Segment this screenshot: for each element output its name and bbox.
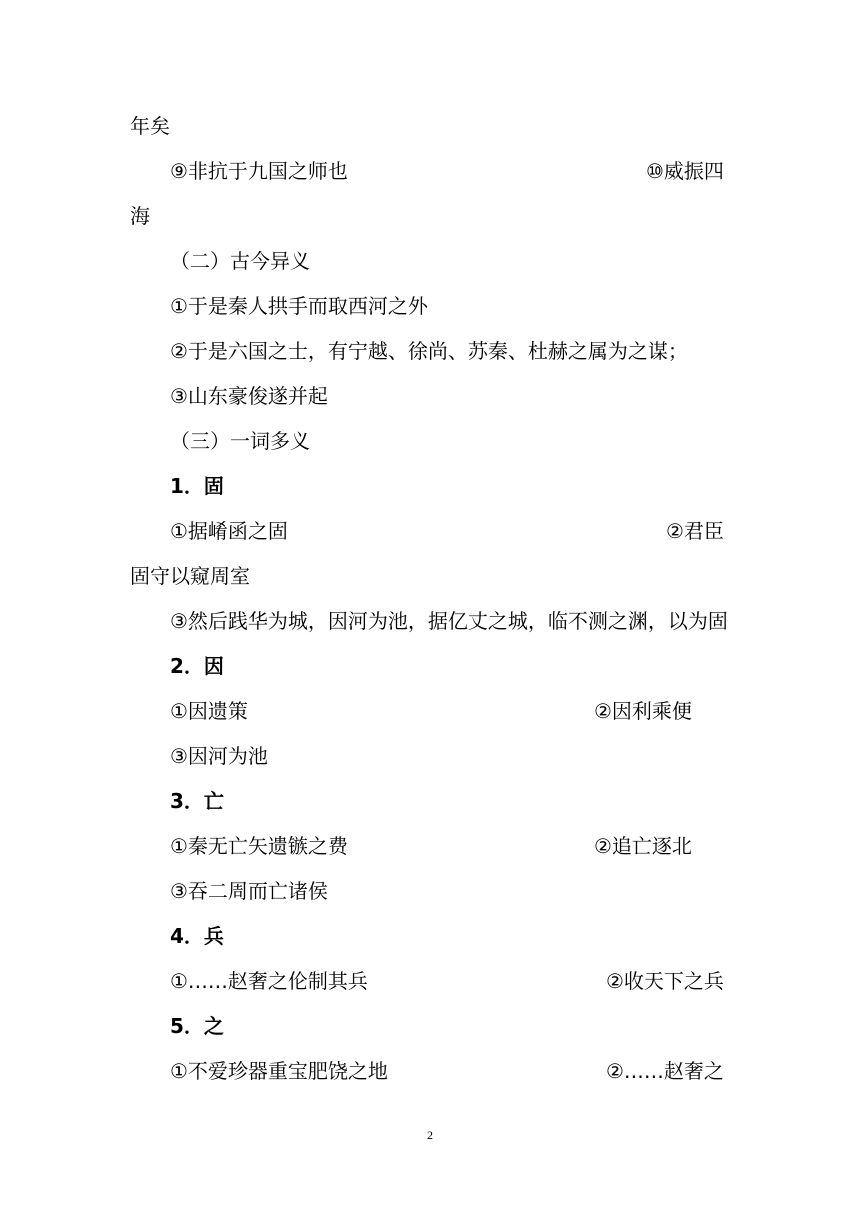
text-line: ②于是六国之士，有宁越、徐尚、苏秦、杜赫之属为之谋； [170, 339, 688, 363]
section-heading: （三）一词多义 [170, 429, 310, 453]
text-line: ①秦无亡矢遗镞之费 [170, 834, 348, 858]
text-line: ②……赵奢之 [606, 1059, 724, 1083]
text-line: 年矣 [130, 114, 170, 138]
text-line: 海 [130, 204, 150, 228]
word-heading: 1．固 [170, 474, 224, 498]
text-line: ②追亡逐北 [594, 834, 692, 858]
text-line: ⑨非抗于九国之师也 [170, 159, 348, 183]
text-line: ②君臣 [666, 519, 724, 543]
text-line: ②因利乘便 [594, 699, 692, 723]
text-line: ①不爱珍器重宝肥饶之地 [170, 1059, 388, 1083]
text-line: ③因河为池 [170, 744, 268, 768]
text-line: ①因遗策 [170, 699, 248, 723]
word-heading: 5．之 [170, 1014, 224, 1038]
word-heading: 4．兵 [170, 924, 224, 948]
word-heading: 2．因 [170, 654, 224, 678]
text-line: ②收天下之兵 [606, 969, 724, 993]
word-heading: 3．亡 [170, 789, 224, 813]
text-line: ①……赵奢之伦制其兵 [170, 969, 368, 993]
page-number: 2 [427, 1128, 433, 1142]
text-line: ③山东豪俊遂并起 [170, 384, 328, 408]
text-line: ③吞二周而亡诸侯 [170, 879, 328, 903]
text-line: ③然后践华为城，因河为池，据亿丈之城，临不测之渊，以为固 [170, 609, 728, 633]
text-line: ①于是秦人拱手而取西河之外 [170, 294, 428, 318]
section-heading: （二）古今异义 [170, 249, 310, 273]
text-line: ⑩威振四 [646, 159, 724, 183]
text-line: 固守以窥周室 [130, 564, 250, 588]
text-line: ①据崤函之固 [170, 519, 288, 543]
